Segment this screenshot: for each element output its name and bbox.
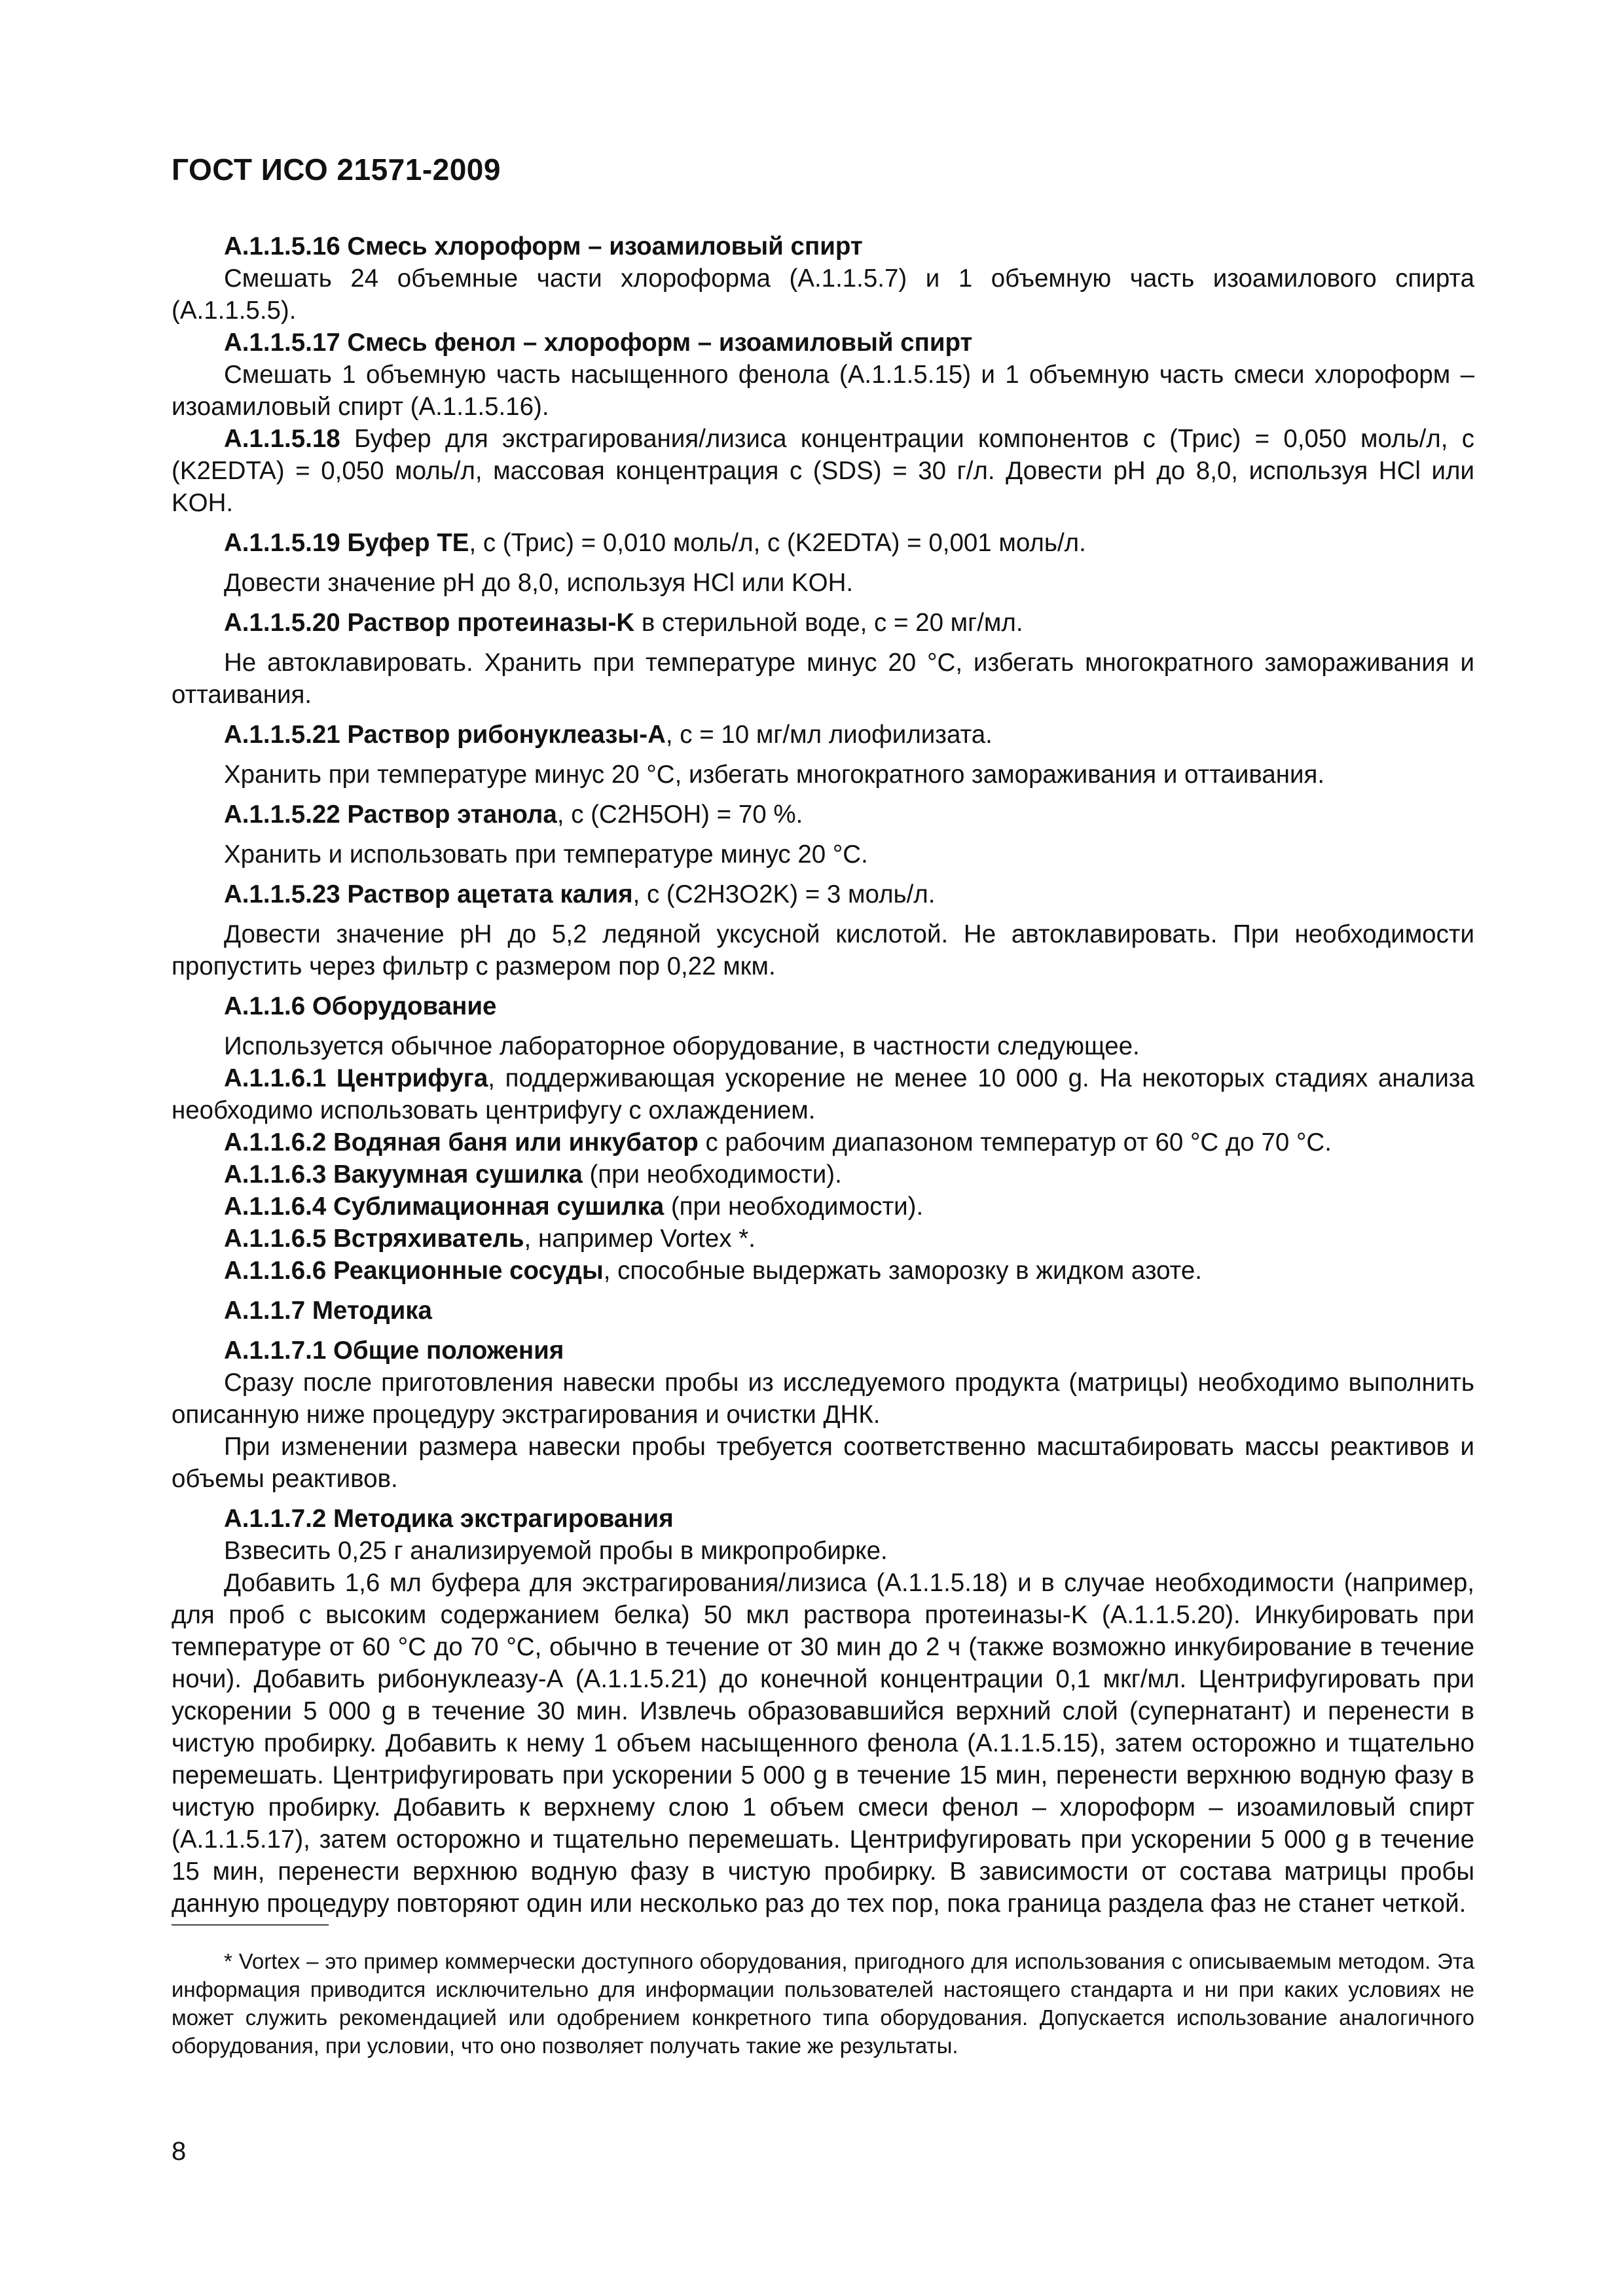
- paragraph: A.1.1.6.5 Встряхиватель, например Vortex *.: [224, 1225, 756, 1253]
- paragraph: Довести значение pH до 8,0, используя HCl или KOH.: [224, 569, 854, 597]
- paragraph: A.1.1.5.17 Смесь фенол – хлороформ – изоамиловый спирт: [224, 329, 973, 357]
- section-heading: A.1.1.7 Методика: [224, 1297, 432, 1325]
- paragraph: Хранить и использовать при температуре минус 20 °C.: [224, 840, 868, 869]
- paragraph: A.1.1.6.2 Водяная баня или инкубатор с рабочим диапазоном температур от 60 °C до 70 °C.: [224, 1128, 1332, 1157]
- section-heading: A.1.1.6 Оборудование: [224, 992, 497, 1020]
- page-header-title: ГОСТ ИСО 21571-2009: [172, 152, 501, 187]
- paragraph: A.1.1.5.20 Раствор протеиназы-K в стерильной воде, c = 20 мг/мл.: [224, 609, 1023, 637]
- paragraph: При изменении размера навески пробы требуется соответственно масштабировать массы реактивов и объемы реактивов.: [172, 1433, 1474, 1493]
- paragraph: Не автоклавировать. Хранить при температуре минус 20 °C, избегать многократного замораживания и оттаивания.: [172, 649, 1474, 709]
- footnote: * Vortex – это пример коммерчески доступного оборудования, пригодного для использования с описываемым методом. Эта информация приводится исключительно для информации пользователей настоящего стандарта и ни при каких условиях не может служить рекомендацией или одобрением конкретного типа оборудования. Допускается использование аналогичного оборудования, при условии, что оно позволяет получать такие же результаты.: [172, 1949, 1474, 2058]
- paragraph: A.1.1.5.21 Раствор рибонуклеазы-А, c = 10 мг/мл лиофилизата.: [224, 721, 993, 749]
- paragraph: Смешать 1 объемную часть насыщенного фенола (A.1.1.5.15) и 1 объемную часть смеси хлороформ – изоамиловый спирт (A.1.1.5.16).: [172, 361, 1474, 421]
- paragraph: Взвесить 0,25 г анализируемой пробы в микропробирке.: [224, 1537, 888, 1565]
- section-heading: A.1.1.7.1 Общие положения: [224, 1336, 564, 1365]
- paragraph: A.1.1.6.6 Реакционные сосуды, способные выдержать заморозку в жидком азоте.: [224, 1257, 1202, 1285]
- paragraph: A.1.1.5.19 Буфер TE, c (Трис) = 0,010 моль/л, c (K2EDTA) = 0,001 моль/л.: [224, 529, 1086, 557]
- paragraph: A.1.1.6.3 Вакуумная сушилка (при необходимости).: [224, 1160, 842, 1189]
- paragraph: A.1.1.6.1 Центрифуга, поддерживающая ускорение не менее 10 000 g. На некоторых стадиях анализа необходимо использовать центрифугу с охлаждением.: [172, 1064, 1474, 1124]
- paragraph: A.1.1.5.22 Раствор этанола, c (C2H5OH) = 70 %.: [224, 800, 803, 829]
- paragraph: Сразу после приготовления навески пробы из исследуемого продукта (матрицы) необходимо выполнить описанную ниже процедуру экстрагирования и очистки ДНК.: [172, 1369, 1474, 1429]
- paragraph: Добавить 1,6 мл буфера для экстрагирования/лизиса (A.1.1.5.18) и в случае необходимости (например, для проб с высоким содержанием белка) 50 мкл раствора протеиназы-K (A.1.1.5.20). Инкубировать при температуре от 60 °C до 70 °C, обычно в течение от 30 мин до 2 ч (также возможно инкубирование в течение ночи). Добавить рибонуклеазу-А (A.1.1.5.21) до конечной концентрации 0,1 мкг/мл. Центрифугировать при ускорении 5 000 g в течение 30 мин. Извлечь образовавшийся верхний слой (супернатант) и перенести в чистую пробирку. Добавить к нему 1 объем насыщенного фенола (A.1.1.5.15), затем осторожно и тщательно перемешать. Центрифугировать при ускорении 5 000 g в течение 15 мин, перенести верхнюю водную фазу в чистую пробирку. Добавить к верхнему слою 1 объем смеси фенол – хлороформ – изоамиловый спирт (A.1.1.5.17), затем осторожно и тщательно перемешать. Центрифугировать при ускорении 5 000 g в течение 15 мин, перенести верхнюю водную фазу в чистую пробирку. В зависимости от состава матрицы пробы данную процедуру повторяют один или несколько раз до тех пор, пока граница раздела фаз не станет четкой.: [172, 1569, 1474, 1918]
- paragraph: Смешать 24 объемные части хлороформа (A.1.1.5.7) и 1 объемную часть изоамилового спирта (A.1.1.5.5).: [172, 264, 1474, 325]
- paragraph: Используется обычное лабораторное оборудование, в частности следующее.: [224, 1032, 1140, 1060]
- paragraph: A.1.1.5.18 Буфер для экстрагирования/лизиса концентрации компонентов c (Трис) = 0,050 моль/л, c (K2EDTA) = 0,050 моль/л, массовая концентрация c (SDS) = 30 г/л. Довести pH до 8,0, используя HCl или KOH.: [172, 425, 1474, 517]
- paragraph: A.1.1.5.16 Смесь хлороформ – изоамиловый спирт: [224, 232, 863, 260]
- footnote-divider: [172, 1924, 329, 1926]
- paragraph: Довести значение pH до 5,2 ледяной уксусной кислотой. Не автоклавировать. При необходимости пропустить через фильтр с размером пор 0,22 мкм.: [172, 920, 1474, 980]
- paragraph: A.1.1.6.4 Сублимационная сушилка (при необходимости).: [224, 1193, 924, 1221]
- page-number: 8: [172, 2137, 187, 2166]
- paragraph: Хранить при температуре минус 20 °C, избегать многократного замораживания и оттаивания.: [224, 761, 1325, 789]
- document-body: [172, 230, 1474, 1920]
- section-heading: A.1.1.7.2 Методика экстрагирования: [224, 1505, 674, 1533]
- paragraph: A.1.1.5.23 Раствор ацетата калия, c (C2H3O2K) = 3 моль/л.: [224, 880, 936, 908]
